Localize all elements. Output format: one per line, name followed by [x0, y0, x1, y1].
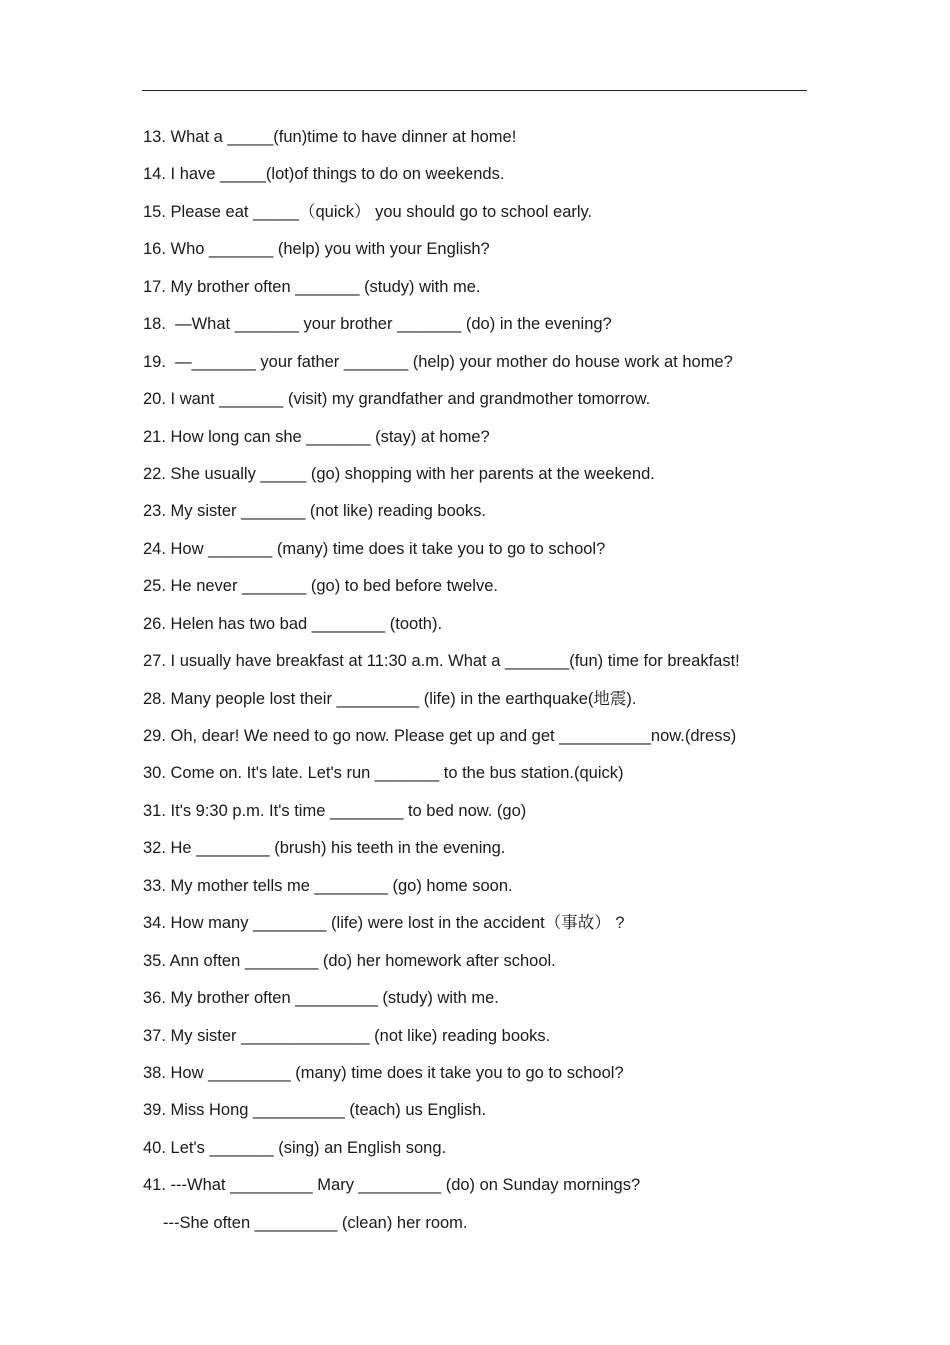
exercise-line: 16. Who _______ (help) you with your English? — [143, 240, 490, 259]
exercise-line: 24. How _______ (many) time does it take you to go to school? — [143, 539, 606, 558]
exercise-line: 23. My sister _______ (not like) reading books. — [143, 502, 487, 521]
exercise-line: 30. Come on. It's late. Let's run _______ to the bus station.(quick) — [143, 764, 624, 783]
exercise-line: 38. How _________ (many) time does it take you to go to school? — [143, 1063, 624, 1082]
exercise-line: 41. ---What _________ Mary _________ (do) on Sunday mornings? — [143, 1176, 641, 1195]
exercise-line: 17. My brother often _______ (study) with me. — [143, 277, 481, 296]
exercise-line: 35. Ann often ________ (do) her homework after school. — [143, 951, 556, 970]
exercise-line: 29. Oh, dear! We need to go now. Please get up and get __________now.(dress) — [143, 727, 737, 745]
exercise-line: 13. What a _____(fun)time to have dinner at home! — [143, 128, 517, 146]
exercise-line: 20. I want _______ (visit) my grandfather and grandmother tomorrow. — [143, 390, 651, 409]
exercise-line: 27. I usually have breakfast at 11:30 a.m. What a _______(fun) time for breakfast! — [143, 652, 740, 671]
exercise-line: 25. He never _______ (go) to bed before twelve. — [143, 577, 498, 596]
exercise-line: 33. My mother tells me ________ (go) home soon. — [143, 876, 513, 895]
exercise-line: 31. It's 9:30 p.m. It's time ________ to bed now. (go) — [143, 801, 527, 820]
exercise-line: 34. How many ________ (life) were lost in the accident（事故） ? — [143, 914, 625, 933]
exercise-line: 40. Let's _______ (sing) an English song. — [143, 1138, 447, 1157]
exercise-line: 19. —_______ your father _______ (help) your mother do house work at home? — [143, 352, 733, 371]
exercise-line: 36. My brother often _________ (study) with me. — [143, 989, 499, 1008]
exercise-line: 26. Helen has two bad ________ (tooth). — [143, 614, 443, 633]
exercise-line: 22. She usually _____ (go) shopping with her parents at the weekend. — [143, 464, 655, 483]
exercise-line: 37. My sister ______________ (not like) reading books. — [143, 1026, 551, 1045]
exercise-line: 21. How long can she _______ (stay) at home? — [143, 427, 490, 446]
exercise-line: 18. —What _______ your brother _______ (do) in the evening? — [143, 315, 612, 334]
exercise-line: 32. He ________ (brush) his teeth in the evening. — [143, 839, 506, 858]
header-rule — [142, 90, 807, 91]
exercise-line: 15. Please eat _____（quick） you should go to school early. — [143, 202, 593, 221]
exercise-line: 14. I have _____(lot)of things to do on weekends. — [143, 165, 505, 184]
exercise-line: 39. Miss Hong __________ (teach) us English. — [143, 1101, 487, 1120]
exercise-line: ---She often _________ (clean) her room. — [163, 1213, 468, 1232]
exercise-line: 28. Many people lost their _________ (life) in the earthquake(地震). — [143, 689, 637, 708]
exercise-list — [143, 125, 808, 1248]
